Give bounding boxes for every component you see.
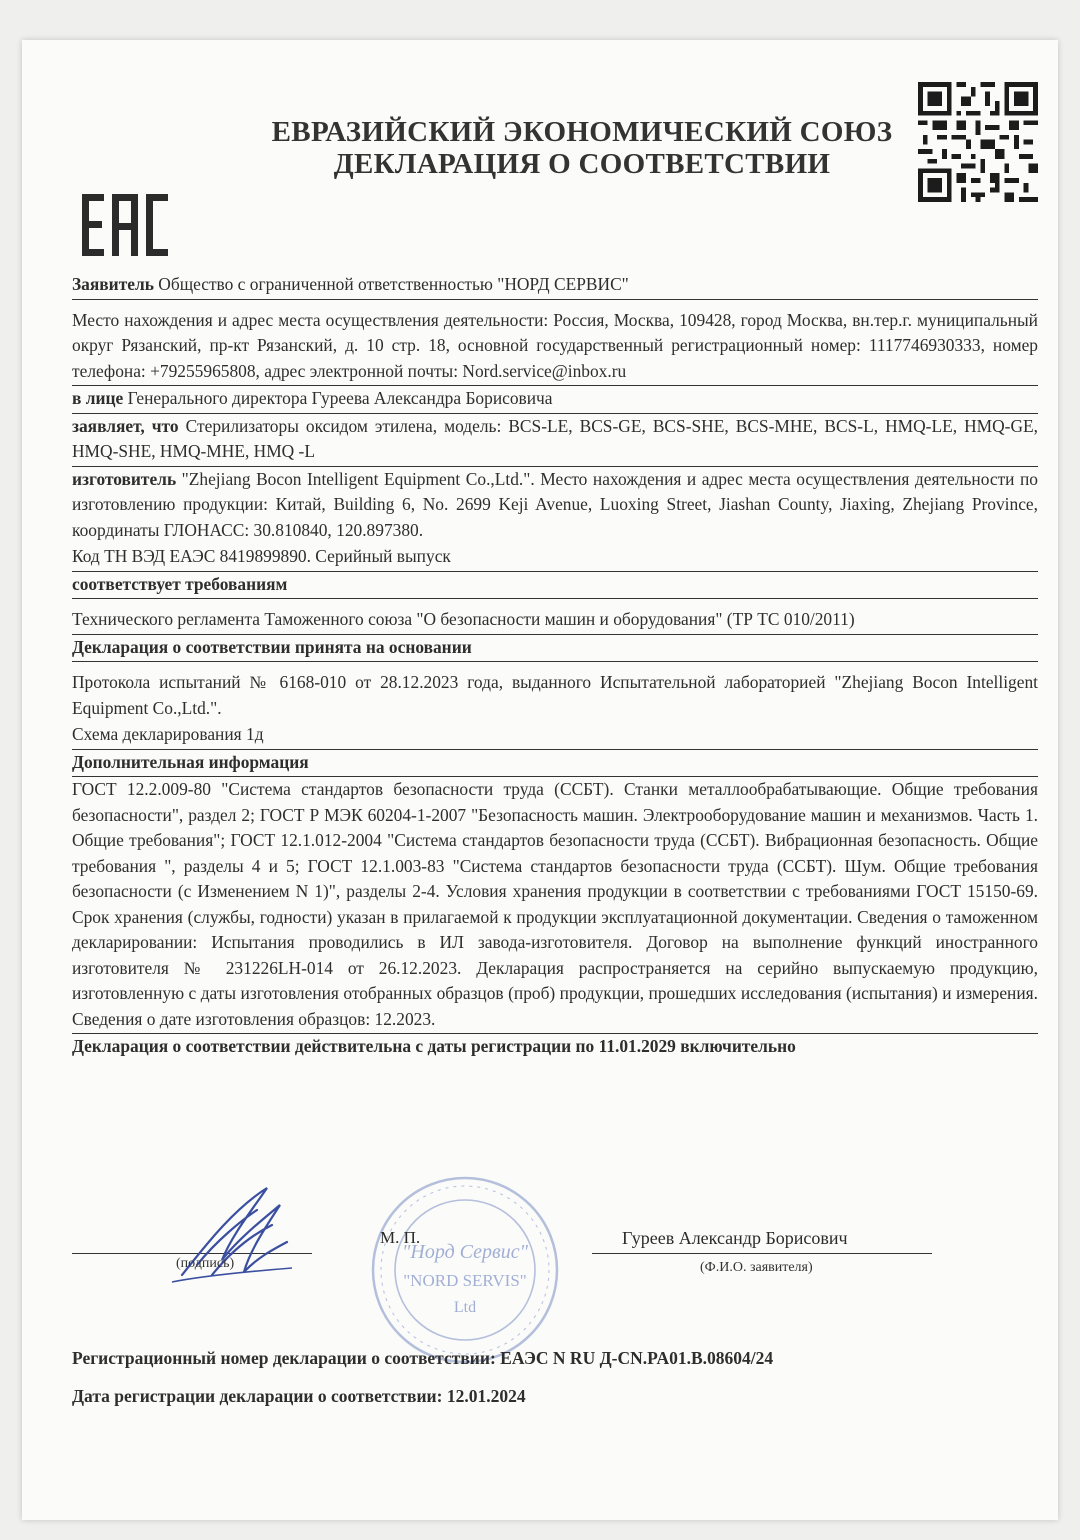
additional-value-row — [72, 777, 1038, 1034]
conforms-label-row — [72, 572, 1038, 600]
additional-label: Дополнительная информация — [72, 751, 309, 772]
company-stamp — [350, 1170, 580, 1370]
address-value: Место нахождения и адрес места осуществления деятельности: Россия, Москва, 109428, город Москва, вн.тер.г. муниципальный округ Рязанский, пр-кт Рязанский, д. 10 стр. 18, основной государственный регистрационный номер: 1117746930333, номер телефона: +79255965808, адрес электронной почты: Nord.service@inbox.ru — [72, 309, 1038, 381]
qr-code[interactable] — [918, 82, 1038, 202]
stamp-line-1: "Норд Сервис" — [401, 1241, 529, 1263]
representative-value: Генерального директора Гуреева Александра Борисовича — [127, 388, 553, 408]
conforms-value-row — [72, 607, 1038, 635]
declares-row — [72, 414, 1038, 467]
declares-value: Стерилизаторы оксидом этилена, модель: BCS-LE, BCS-GE, BCS-SHE, BCS-MHE, BCS-L, HMQ-LE, HMQ-GE, HMQ-SHE, HMQ-MHE, HMQ -L — [72, 415, 1038, 461]
basis-label: Декларация о соответствии принята на основании — [72, 636, 472, 657]
representative-row — [72, 386, 1038, 414]
conforms-value: Технического регламента Таможенного союза "О безопасности машин и оборудования" (ТР ТС 010/2011) — [72, 609, 855, 629]
validity-row — [72, 1034, 1038, 1061]
tn-code-value: Код ТН ВЭД ЕАЭС 8419899890. Серийный выпуск — [72, 546, 451, 566]
declaration-body — [72, 272, 1038, 1061]
applicant-value: Общество с ограниченной ответственностью "НОРД СЕРВИС" — [158, 274, 629, 294]
registration-number: Регистрационный номер декларации о соответствии: ЕАЭС N RU Д-CN.PA01.B.08604/24 — [72, 1348, 774, 1368]
scheme-row — [72, 722, 1038, 750]
additional-value: ГОСТ 12.2.009-80 "Система стандартов безопасности труда (ССБТ). Станки металлообрабатывающие. Общие требования безопасности", раздел 2; ГОСТ Р МЭК 60204-1-2007 "Безопасность машин. Электрооборудование машин и механизмов. Часть 1. Общие требования"; ГОСТ 12.1.012-2004 "Система стандартов безопасности труда (ССБТ). Вибрационная безопасность. Общие требования ", разделы 4 и 5; ГОСТ 12.1.003-83 "Система стандартов безопасности труда (ССБТ). Шум. Общие требования безопасности (с Изменением N 1)", разделы 2-4. Условия хранения продукции в соответствии с требованиями ГОСТ 15150-69. Срок хранения (службы, годности) указан в прилагаемой к продукции эксплуатационной документации. Сведения о таможенном декларировании: Испытания проводились в ИЛ завода-изготовителя. Договор на выполнение функций иностранного изготовителя № 231226LH-014 от 26.12.2023. Декларация распространяется на серийно выпускаемую продукцию, изготовленную с даты изготовления отобранных образцов (проб) продукции, прошедших исследования (испытания) и измерения. Сведения о дате изготовления образцов: 12.2023. — [72, 779, 1038, 1029]
declaration-sheet — [22, 40, 1058, 1520]
basis-value: Протокола испытаний № 6168-010 от 28.12.2023 года, выданного Испытательной лабораторией "Zhejiang Bocon Intelligent Equipment Co.,Ltd.". — [72, 672, 1038, 718]
applicant-name: Гуреев Александр Борисович — [622, 1228, 848, 1248]
declares-label: заявляет, что — [72, 415, 179, 436]
signature-block — [72, 1200, 1038, 1370]
representative-label: в лице — [72, 388, 124, 408]
handwritten-signature — [162, 1180, 302, 1290]
basis-label-row — [72, 635, 1038, 663]
stamp-line-2: "NORD SERVIS" — [403, 1271, 527, 1290]
document-title: ДЕКЛАРАЦИЯ О СООТВЕТСТВИИ — [333, 148, 831, 180]
stamp-line-3: Ltd — [453, 1299, 477, 1316]
union-title: ЕВРАЗИЙСКИЙ ЭКОНОМИЧЕСКИЙ СОЮЗ — [271, 116, 893, 148]
applicant-row — [72, 272, 1038, 300]
scheme-value: Схема декларирования 1д — [72, 724, 264, 744]
manufacturer-row — [72, 467, 1038, 545]
conforms-label: соответствует требованиям — [72, 573, 288, 594]
validity-value: Декларация о соответствии действительна с даты регистрации по 11.01.2029 включительно — [72, 1036, 796, 1056]
manufacturer-label: изготовитель — [72, 468, 177, 489]
applicant-label: Заявитель — [72, 274, 154, 294]
signature-label: (подпись) — [176, 1256, 235, 1271]
name-line — [592, 1253, 932, 1254]
eac-logo — [80, 190, 172, 258]
registration-date: Дата регистрации декларации о соответствии: 12.01.2024 — [72, 1386, 526, 1406]
tn-code-row — [72, 544, 1038, 572]
mp-label: М. П. — [380, 1228, 421, 1247]
manufacturer-value: "Zhejiang Bocon Intelligent Equipment Co.,Ltd.". Место нахождения и адрес места осуществления деятельности по изготовлению продукции: Китай, Building 6, No. 2699 Keji Avenue, Luoxing Street, Jiashan County, Jiaxing, Zhejiang Province, координаты ГЛОНАСС: 30.810840, 120.897380. — [72, 468, 1038, 540]
basis-value-row — [72, 670, 1038, 722]
address-row — [72, 308, 1038, 387]
name-label: (Ф.И.О. заявителя) — [700, 1260, 813, 1275]
additional-label-row — [72, 750, 1038, 778]
